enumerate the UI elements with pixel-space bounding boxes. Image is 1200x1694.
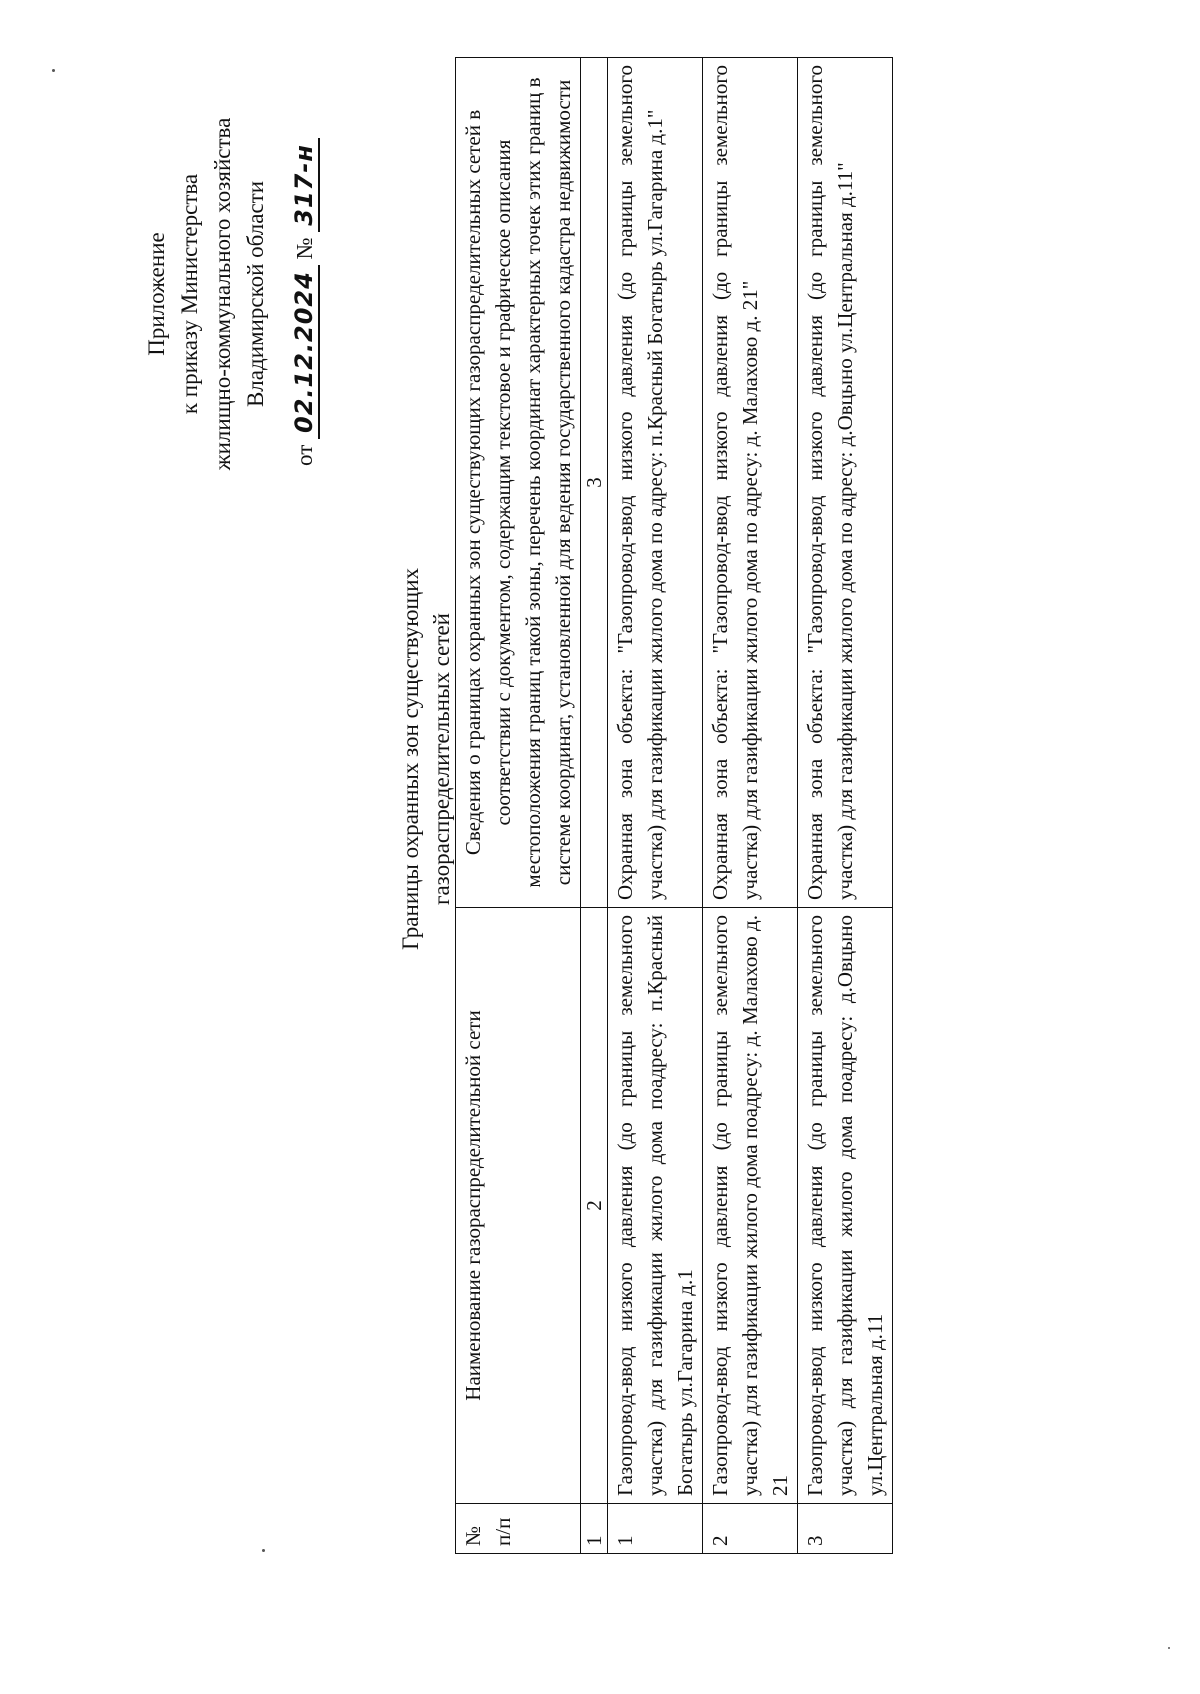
row-num: 2 <box>703 1504 798 1554</box>
table-row <box>608 58 703 1554</box>
order-from-prefix: от <box>292 444 317 466</box>
protection-zones-table <box>455 57 893 1554</box>
header-num: № п/п <box>456 1504 581 1554</box>
table-header-row <box>456 58 581 1554</box>
header-info: Сведения о границах охранных зон существующих газораспределительных сетей в соответствии с документом, содержащим текстовое и графическое описания местоположения границ такой зоны, перечень координат характерных точек этих границ в системе координат, установленной для ведения государственного кадастра недвижимости <box>456 58 581 908</box>
document-title-line: Границы охранных зон существующих <box>398 567 423 951</box>
row-zone-info: Охранная зона объекта: "Газопровод-ввод низкого давления (до границы земельного участка) для газификации жилого дома по адресу: д.Овцыно ул.Центральная д.11" <box>798 58 893 908</box>
row-network-name: Газопровод-ввод низкого давления (до границы земельного участка) для газификации жилого дома поадресу: д.Овцыно ул.Центральная д.11 <box>798 908 893 1504</box>
table-row <box>703 58 798 1554</box>
appendix-line: жилищно-коммунального хозяйства <box>210 117 235 471</box>
appendix-line: к приказу Министерства <box>177 173 202 415</box>
document-title <box>395 524 457 994</box>
header-name: Наименование газораспределительной сети <box>456 908 581 1504</box>
document-title-line: газораспределительных сетей <box>429 613 454 905</box>
column-number: 2 <box>581 908 608 1504</box>
appendix-line: Владимирской области <box>243 180 268 408</box>
appendix-header <box>140 104 272 484</box>
row-zone-info: Охранная зона объекта: "Газопровод-ввод низкого давления (до границы земельного участка) для газификации жилого дома по адресу: д. Малахово д. 21" <box>703 58 798 908</box>
row-zone-info: Охранная зона объекта: "Газопровод-ввод низкого давления (до границы земельного участка) для газификации жилого дома по адресу: п.Красный Богатырь ул.Гагарина д.1" <box>608 58 703 908</box>
order-date: 02.12.2024 <box>290 265 320 439</box>
column-number: 1 <box>581 1504 608 1554</box>
row-network-name: Газопровод-ввод низкого давления (до границы земельного участка) для газификации жилого дома поадресу: д. Малахово д. 21 <box>703 908 798 1504</box>
order-reference <box>290 86 318 466</box>
row-num: 1 <box>608 1504 703 1554</box>
row-num: 3 <box>798 1504 893 1554</box>
scan-speck <box>262 1549 265 1552</box>
scan-speck <box>52 69 55 72</box>
order-number-prefix: № <box>292 237 317 260</box>
column-number: 3 <box>581 58 608 908</box>
appendix-line: Приложение <box>144 232 169 356</box>
column-number-row <box>581 58 608 1554</box>
scan-speck <box>1168 1647 1170 1649</box>
table-row <box>798 58 893 1554</box>
row-network-name: Газопровод-ввод низкого давления (до границы земельного участка) для газификации жилого дома поадресу: п.Красный Богатырь ул.Гагарина д.1 <box>608 908 703 1504</box>
order-number: 317-н <box>290 138 320 232</box>
